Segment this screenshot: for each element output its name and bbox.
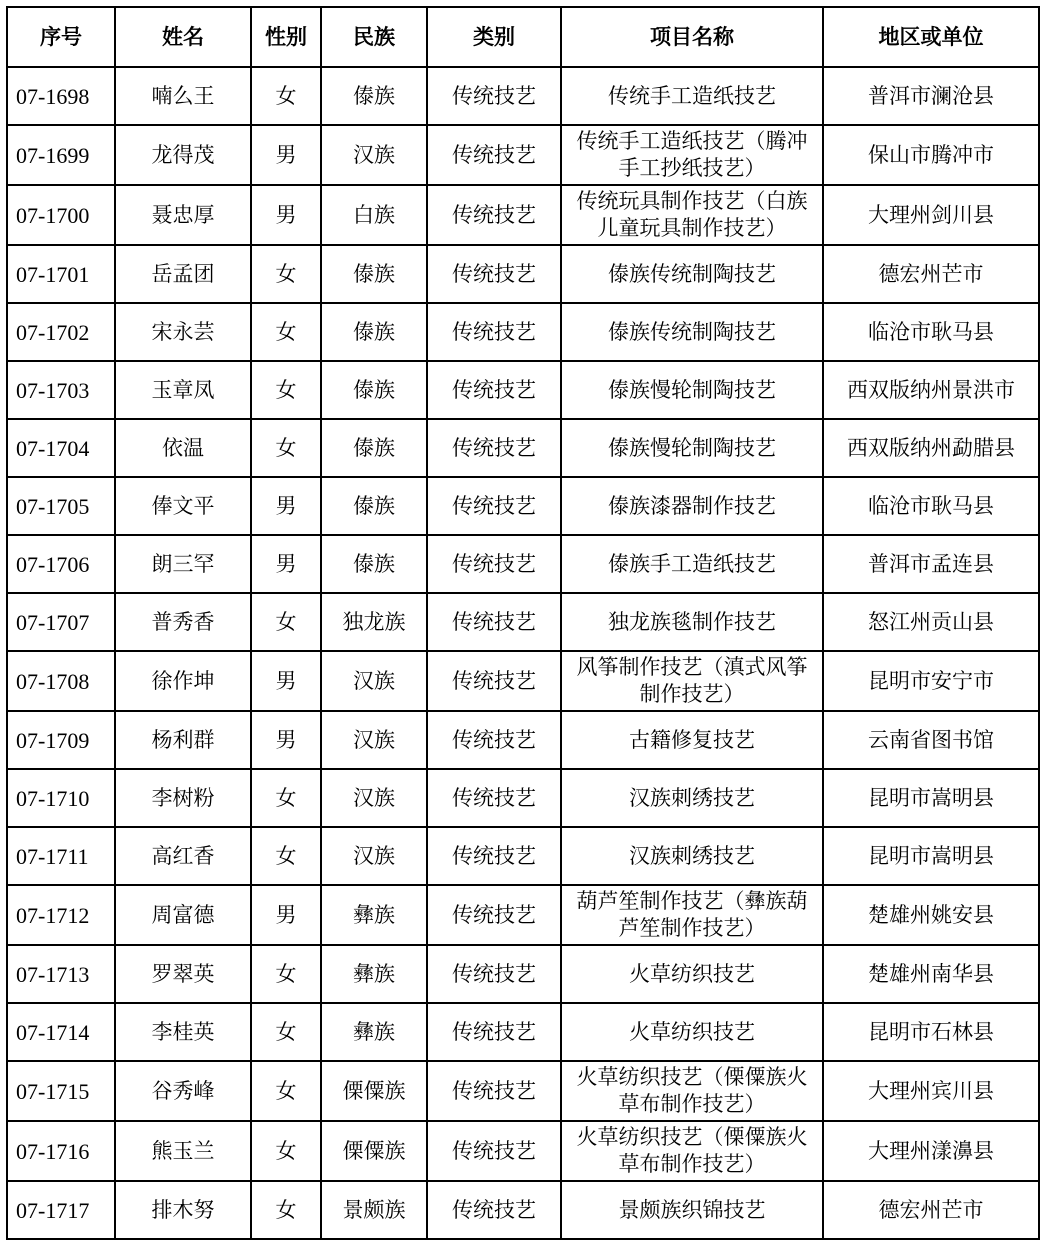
name-cell: 李树粉 (115, 769, 251, 827)
gender-cell: 男 (251, 125, 321, 185)
ethnicity-cell: 傣族 (321, 361, 427, 419)
gender-cell: 男 (251, 651, 321, 711)
project-name-cell: 汉族刺绣技艺 (561, 769, 823, 827)
category-cell: 传统技艺 (427, 1003, 561, 1061)
ethnicity-cell: 傣族 (321, 245, 427, 303)
region-cell: 昆明市石林县 (823, 1003, 1039, 1061)
region-cell: 普洱市孟连县 (823, 535, 1039, 593)
header-name: 姓名 (115, 7, 251, 67)
serial-no-cell: 07-1710 (7, 769, 115, 827)
name-cell: 喃么王 (115, 67, 251, 125)
name-cell: 龙得茂 (115, 125, 251, 185)
region-cell: 德宏州芒市 (823, 245, 1039, 303)
serial-no-cell: 07-1699 (7, 125, 115, 185)
serial-no-cell: 07-1712 (7, 885, 115, 945)
name-cell: 岳孟团 (115, 245, 251, 303)
name-cell: 徐作坤 (115, 651, 251, 711)
ethnicity-cell: 白族 (321, 185, 427, 245)
header-ethnicity: 民族 (321, 7, 427, 67)
table-row (7, 361, 1039, 419)
category-cell: 传统技艺 (427, 245, 561, 303)
category-cell: 传统技艺 (427, 67, 561, 125)
category-cell: 传统技艺 (427, 361, 561, 419)
region-cell: 昆明市嵩明县 (823, 769, 1039, 827)
category-cell: 传统技艺 (427, 1061, 561, 1121)
category-cell: 传统技艺 (427, 535, 561, 593)
category-cell: 传统技艺 (427, 769, 561, 827)
serial-no-cell: 07-1714 (7, 1003, 115, 1061)
table-row (7, 419, 1039, 477)
serial-no-cell: 07-1698 (7, 67, 115, 125)
gender-cell: 女 (251, 361, 321, 419)
category-cell: 传统技艺 (427, 945, 561, 1003)
gender-cell: 女 (251, 593, 321, 651)
table-row (7, 477, 1039, 535)
ethnicity-cell: 汉族 (321, 769, 427, 827)
region-cell: 保山市腾冲市 (823, 125, 1039, 185)
table-row (7, 769, 1039, 827)
project-name-cell: 火草纺织技艺 (561, 945, 823, 1003)
name-cell: 李桂英 (115, 1003, 251, 1061)
gender-cell: 女 (251, 827, 321, 885)
serial-no-cell: 07-1707 (7, 593, 115, 651)
project-name-cell: 傣族漆器制作技艺 (561, 477, 823, 535)
gender-cell: 女 (251, 303, 321, 361)
name-cell: 排木努 (115, 1181, 251, 1239)
ethnicity-cell: 傣族 (321, 67, 427, 125)
table-row (7, 1003, 1039, 1061)
category-cell: 传统技艺 (427, 419, 561, 477)
gender-cell: 女 (251, 1003, 321, 1061)
serial-no-cell: 07-1706 (7, 535, 115, 593)
region-cell: 大理州漾濞县 (823, 1121, 1039, 1181)
table-header-row (7, 7, 1039, 67)
serial-no-cell: 07-1700 (7, 185, 115, 245)
name-cell: 依温 (115, 419, 251, 477)
region-cell: 大理州宾川县 (823, 1061, 1039, 1121)
header-serial-no: 序号 (7, 7, 115, 67)
name-cell: 朗三罕 (115, 535, 251, 593)
ethnicity-cell: 彝族 (321, 885, 427, 945)
ethnicity-cell: 傣族 (321, 303, 427, 361)
region-cell: 怒江州贡山县 (823, 593, 1039, 651)
gender-cell: 男 (251, 535, 321, 593)
region-cell: 临沧市耿马县 (823, 303, 1039, 361)
serial-no-cell: 07-1704 (7, 419, 115, 477)
project-name-cell: 传统玩具制作技艺（白族儿童玩具制作技艺） (561, 185, 823, 245)
gender-cell: 女 (251, 1121, 321, 1181)
serial-no-cell: 07-1717 (7, 1181, 115, 1239)
name-cell: 杨利群 (115, 711, 251, 769)
heritage-inheritors-table (6, 6, 1040, 1240)
name-cell: 周富德 (115, 885, 251, 945)
serial-no-cell: 07-1713 (7, 945, 115, 1003)
project-name-cell: 傣族手工造纸技艺 (561, 535, 823, 593)
table-body (7, 67, 1039, 1239)
name-cell: 熊玉兰 (115, 1121, 251, 1181)
gender-cell: 女 (251, 1181, 321, 1239)
ethnicity-cell: 汉族 (321, 711, 427, 769)
table-row (7, 885, 1039, 945)
serial-no-cell: 07-1702 (7, 303, 115, 361)
region-cell: 大理州剑川县 (823, 185, 1039, 245)
ethnicity-cell: 汉族 (321, 125, 427, 185)
gender-cell: 女 (251, 769, 321, 827)
name-cell: 罗翠英 (115, 945, 251, 1003)
region-cell: 昆明市嵩明县 (823, 827, 1039, 885)
region-cell: 昆明市安宁市 (823, 651, 1039, 711)
name-cell: 高红香 (115, 827, 251, 885)
gender-cell: 女 (251, 419, 321, 477)
project-name-cell: 传统手工造纸技艺 (561, 67, 823, 125)
category-cell: 传统技艺 (427, 885, 561, 945)
gender-cell: 男 (251, 185, 321, 245)
serial-no-cell: 07-1715 (7, 1061, 115, 1121)
region-cell: 楚雄州南华县 (823, 945, 1039, 1003)
project-name-cell: 景颇族织锦技艺 (561, 1181, 823, 1239)
name-cell: 普秀香 (115, 593, 251, 651)
ethnicity-cell: 汉族 (321, 827, 427, 885)
table-row (7, 711, 1039, 769)
project-name-cell: 傣族慢轮制陶技艺 (561, 419, 823, 477)
serial-no-cell: 07-1703 (7, 361, 115, 419)
category-cell: 传统技艺 (427, 185, 561, 245)
project-name-cell: 火草纺织技艺 (561, 1003, 823, 1061)
category-cell: 传统技艺 (427, 303, 561, 361)
ethnicity-cell: 彝族 (321, 945, 427, 1003)
category-cell: 传统技艺 (427, 593, 561, 651)
project-name-cell: 汉族刺绣技艺 (561, 827, 823, 885)
ethnicity-cell: 景颇族 (321, 1181, 427, 1239)
project-name-cell: 傣族传统制陶技艺 (561, 303, 823, 361)
serial-no-cell: 07-1708 (7, 651, 115, 711)
ethnicity-cell: 傈僳族 (321, 1121, 427, 1181)
region-cell: 西双版纳州景洪市 (823, 361, 1039, 419)
name-cell: 聂忠厚 (115, 185, 251, 245)
gender-cell: 男 (251, 477, 321, 535)
table-row (7, 651, 1039, 711)
header-region-or-unit: 地区或单位 (823, 7, 1039, 67)
table-row (7, 945, 1039, 1003)
project-name-cell: 傣族传统制陶技艺 (561, 245, 823, 303)
table-row (7, 125, 1039, 185)
project-name-cell: 传统手工造纸技艺（腾冲手工抄纸技艺） (561, 125, 823, 185)
table-row (7, 185, 1039, 245)
category-cell: 传统技艺 (427, 1181, 561, 1239)
region-cell: 普洱市澜沧县 (823, 67, 1039, 125)
project-name-cell: 葫芦笙制作技艺（彝族葫芦笙制作技艺） (561, 885, 823, 945)
category-cell: 传统技艺 (427, 1121, 561, 1181)
project-name-cell: 火草纺织技艺（傈僳族火草布制作技艺） (561, 1061, 823, 1121)
project-name-cell: 火草纺织技艺（傈僳族火草布制作技艺） (561, 1121, 823, 1181)
name-cell: 玉章凤 (115, 361, 251, 419)
project-name-cell: 古籍修复技艺 (561, 711, 823, 769)
category-cell: 传统技艺 (427, 711, 561, 769)
category-cell: 传统技艺 (427, 827, 561, 885)
table-row (7, 245, 1039, 303)
gender-cell: 女 (251, 245, 321, 303)
serial-no-cell: 07-1716 (7, 1121, 115, 1181)
ethnicity-cell: 汉族 (321, 651, 427, 711)
table-row (7, 1061, 1039, 1121)
gender-cell: 女 (251, 67, 321, 125)
category-cell: 传统技艺 (427, 477, 561, 535)
ethnicity-cell: 傈僳族 (321, 1061, 427, 1121)
region-cell: 德宏州芒市 (823, 1181, 1039, 1239)
name-cell: 宋永芸 (115, 303, 251, 361)
name-cell: 俸文平 (115, 477, 251, 535)
serial-no-cell: 07-1709 (7, 711, 115, 769)
gender-cell: 男 (251, 711, 321, 769)
gender-cell: 男 (251, 885, 321, 945)
category-cell: 传统技艺 (427, 125, 561, 185)
project-name-cell: 风筝制作技艺（滇式风筝制作技艺） (561, 651, 823, 711)
header-category: 类别 (427, 7, 561, 67)
serial-no-cell: 07-1711 (7, 827, 115, 885)
ethnicity-cell: 独龙族 (321, 593, 427, 651)
header-project-name: 项目名称 (561, 7, 823, 67)
ethnicity-cell: 傣族 (321, 477, 427, 535)
name-cell: 谷秀峰 (115, 1061, 251, 1121)
ethnicity-cell: 傣族 (321, 419, 427, 477)
gender-cell: 女 (251, 1061, 321, 1121)
table-row (7, 67, 1039, 125)
region-cell: 云南省图书馆 (823, 711, 1039, 769)
region-cell: 西双版纳州勐腊县 (823, 419, 1039, 477)
serial-no-cell: 07-1701 (7, 245, 115, 303)
table-row (7, 1121, 1039, 1181)
project-name-cell: 傣族慢轮制陶技艺 (561, 361, 823, 419)
table-row (7, 303, 1039, 361)
category-cell: 传统技艺 (427, 651, 561, 711)
table-row (7, 593, 1039, 651)
header-gender: 性别 (251, 7, 321, 67)
table-row (7, 535, 1039, 593)
project-name-cell: 独龙族毯制作技艺 (561, 593, 823, 651)
region-cell: 临沧市耿马县 (823, 477, 1039, 535)
region-cell: 楚雄州姚安县 (823, 885, 1039, 945)
serial-no-cell: 07-1705 (7, 477, 115, 535)
table-row (7, 827, 1039, 885)
gender-cell: 女 (251, 945, 321, 1003)
ethnicity-cell: 彝族 (321, 1003, 427, 1061)
ethnicity-cell: 傣族 (321, 535, 427, 593)
table-row (7, 1181, 1039, 1239)
